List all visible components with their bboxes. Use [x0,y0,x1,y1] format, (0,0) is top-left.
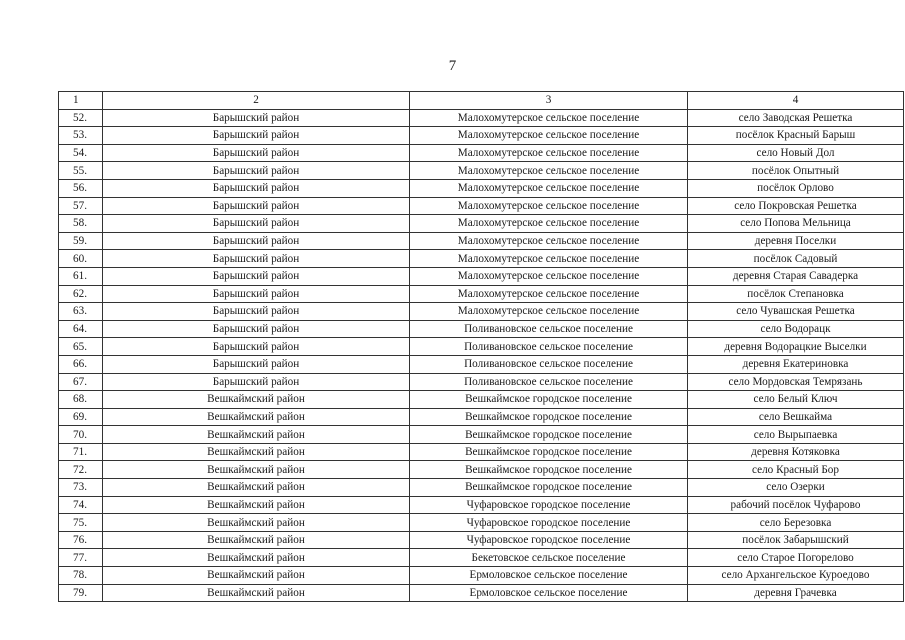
row-number: 54. [59,144,103,162]
column-header-number: 1 [59,92,103,110]
table-row [59,215,904,233]
locality-cell: село Мордовская Темрязань [688,373,904,391]
settlement-cell: Малохомутерское сельское поселение [410,215,688,233]
district-cell: Барышский район [103,303,410,321]
locality-cell: деревня Старая Савадерка [688,267,904,285]
locality-cell: село Чувашская Решетка [688,303,904,321]
table-row [59,479,904,497]
locality-cell: село Вешкайма [688,408,904,426]
table-row [59,285,904,303]
locality-cell: посёлок Садовый [688,250,904,268]
locality-cell: село Березовка [688,514,904,532]
settlement-cell: Вешкаймское городское поселение [410,408,688,426]
district-cell: Вешкаймский район [103,408,410,426]
locality-cell: село Покровская Решетка [688,197,904,215]
table-row [59,567,904,585]
district-cell: Барышский район [103,232,410,250]
settlement-cell: Ермоловское сельское поселение [410,567,688,585]
row-number: 68. [59,391,103,409]
settlement-cell: Чуфаровское городское поселение [410,531,688,549]
row-number: 70. [59,426,103,444]
locality-cell: село Старое Погорелово [688,549,904,567]
settlement-cell: Бекетовское сельское поселение [410,549,688,567]
row-number: 58. [59,215,103,233]
district-cell: Барышский район [103,179,410,197]
table-row [59,355,904,373]
table-row [59,179,904,197]
settlement-cell: Малохомутерское сельское поселение [410,162,688,180]
settlements-table [58,91,904,602]
district-cell: Барышский район [103,144,410,162]
table-row [59,373,904,391]
locality-cell: деревня Грачевка [688,584,904,602]
table-row [59,514,904,532]
row-number: 74. [59,496,103,514]
locality-cell: деревня Котяковка [688,443,904,461]
row-number: 63. [59,303,103,321]
row-number: 67. [59,373,103,391]
column-header-locality: 4 [688,92,904,110]
locality-cell: село Заводская Решетка [688,109,904,127]
row-number: 69. [59,408,103,426]
row-number: 78. [59,567,103,585]
locality-cell: посёлок Степановка [688,285,904,303]
settlement-cell: Вешкаймское городское поселение [410,391,688,409]
row-number: 59. [59,232,103,250]
settlement-cell: Чуфаровское городское поселение [410,496,688,514]
row-number: 64. [59,320,103,338]
district-cell: Вешкаймский район [103,496,410,514]
row-number: 79. [59,584,103,602]
locality-cell: деревня Екатериновка [688,355,904,373]
district-cell: Барышский район [103,162,410,180]
row-number: 52. [59,109,103,127]
settlement-cell: Малохомутерское сельское поселение [410,250,688,268]
row-number: 57. [59,197,103,215]
settlement-cell: Малохомутерское сельское поселение [410,127,688,145]
table-row [59,109,904,127]
locality-cell: посёлок Опытный [688,162,904,180]
row-number: 73. [59,479,103,497]
locality-cell: село Вырыпаевка [688,426,904,444]
column-header-settlement: 3 [410,92,688,110]
district-cell: Вешкаймский район [103,443,410,461]
table-row [59,267,904,285]
table-row [59,127,904,145]
locality-cell: посёлок Красный Барыш [688,127,904,145]
locality-cell: село Попова Мельница [688,215,904,233]
locality-cell: село Озерки [688,479,904,497]
district-cell: Барышский район [103,215,410,233]
district-cell: Вешкаймский район [103,514,410,532]
table-row [59,144,904,162]
locality-cell: село Белый Ключ [688,391,904,409]
district-cell: Вешкаймский район [103,479,410,497]
row-number: 60. [59,250,103,268]
district-cell: Вешкаймский район [103,584,410,602]
page-number: 7 [448,58,457,74]
district-cell: Барышский район [103,338,410,356]
table-row [59,531,904,549]
district-cell: Барышский район [103,109,410,127]
settlement-cell: Малохомутерское сельское поселение [410,144,688,162]
district-cell: Барышский район [103,355,410,373]
row-number: 56. [59,179,103,197]
locality-cell: село Красный Бор [688,461,904,479]
locality-cell: рабочий посёлок Чуфарово [688,496,904,514]
header-row [59,92,904,110]
settlement-cell: Малохомутерское сельское поселение [410,285,688,303]
table-row [59,426,904,444]
district-cell: Барышский район [103,373,410,391]
locality-cell: деревня Водорацкие Выселки [688,338,904,356]
table-row [59,232,904,250]
row-number: 75. [59,514,103,532]
settlement-cell: Малохомутерское сельское поселение [410,197,688,215]
column-header-district: 2 [103,92,410,110]
settlement-cell: Малохомутерское сельское поселение [410,109,688,127]
table-row [59,461,904,479]
district-cell: Барышский район [103,267,410,285]
table-row [59,338,904,356]
row-number: 55. [59,162,103,180]
table-row [59,549,904,567]
row-number: 72. [59,461,103,479]
district-cell: Вешкаймский район [103,531,410,549]
district-cell: Вешкаймский район [103,549,410,567]
settlement-cell: Поливановское сельское поселение [410,338,688,356]
table-row [59,162,904,180]
locality-cell: село Водорацк [688,320,904,338]
settlement-cell: Поливановское сельское поселение [410,355,688,373]
settlement-cell: Поливановское сельское поселение [410,373,688,391]
table-body [59,109,904,602]
settlement-cell: Чуфаровское городское поселение [410,514,688,532]
table-row [59,303,904,321]
row-number: 62. [59,285,103,303]
district-cell: Вешкаймский район [103,391,410,409]
table-row [59,391,904,409]
settlement-cell: Малохомутерское сельское поселение [410,179,688,197]
settlement-cell: Ермоловское сельское поселение [410,584,688,602]
settlement-cell: Вешкаймское городское поселение [410,426,688,444]
district-cell: Барышский район [103,197,410,215]
district-cell: Вешкаймский район [103,426,410,444]
settlement-cell: Поливановское сельское поселение [410,320,688,338]
district-cell: Барышский район [103,250,410,268]
row-number: 77. [59,549,103,567]
locality-cell: деревня Поселки [688,232,904,250]
row-number: 65. [59,338,103,356]
row-number: 61. [59,267,103,285]
district-cell: Барышский район [103,127,410,145]
table-row [59,320,904,338]
locality-cell: село Новый Дол [688,144,904,162]
row-number: 71. [59,443,103,461]
locality-cell: посёлок Орлово [688,179,904,197]
table-row [59,584,904,602]
district-cell: Барышский район [103,320,410,338]
locality-cell: село Архангельское Куроедово [688,567,904,585]
district-cell: Барышский район [103,285,410,303]
settlement-cell: Малохомутерское сельское поселение [410,303,688,321]
table-row [59,250,904,268]
table-row [59,408,904,426]
settlement-cell: Малохомутерское сельское поселение [410,232,688,250]
row-number: 53. [59,127,103,145]
settlement-cell: Вешкаймское городское поселение [410,479,688,497]
settlement-cell: Малохомутерское сельское поселение [410,267,688,285]
row-number: 66. [59,355,103,373]
settlement-cell: Вешкаймское городское поселение [410,443,688,461]
settlement-cell: Вешкаймское городское поселение [410,461,688,479]
locality-cell: посёлок Забарышский [688,531,904,549]
row-number: 76. [59,531,103,549]
table-row [59,443,904,461]
district-cell: Вешкаймский район [103,461,410,479]
district-cell: Вешкаймский район [103,567,410,585]
table-row [59,197,904,215]
table-row [59,496,904,514]
